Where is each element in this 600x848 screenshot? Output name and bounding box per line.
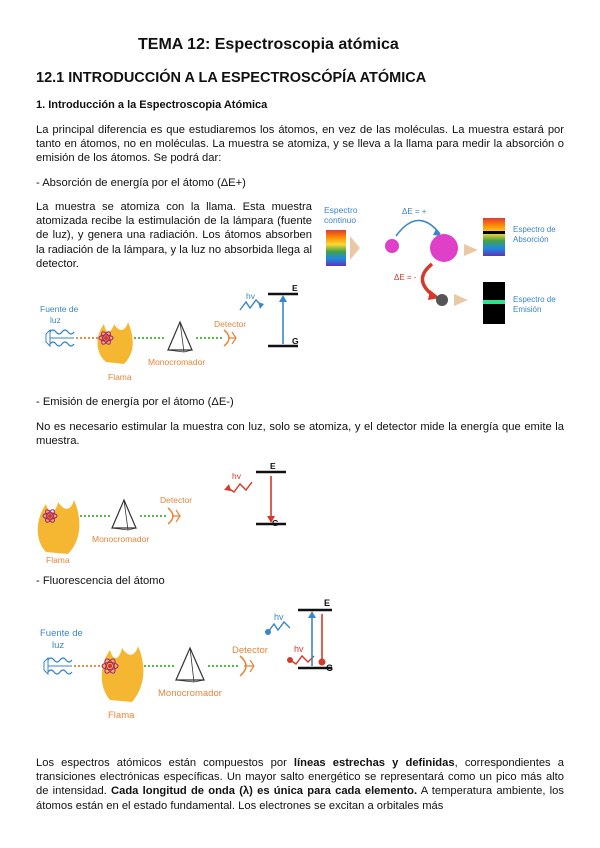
hv-label: hv: [232, 471, 241, 481]
ground-level-label: G: [326, 663, 334, 673]
monochromator-label: Monocromador: [158, 688, 222, 699]
photon-dot-icon: [287, 657, 293, 663]
emission-bullet: - Emisión de energía por el átomo (ΔE-): [36, 396, 234, 408]
flame-label: Flama: [46, 555, 70, 565]
absorption-bullet: - Absorción de energía por el átomo (ΔE+): [36, 177, 246, 189]
light-source-label-2: luz: [50, 315, 61, 325]
detector-icon: [224, 330, 236, 346]
detector-label: Detector: [214, 319, 247, 329]
section-heading: 12.1 INTRODUCCIÓN A LA ESPECTROSCÓPÍA ATÓMICA: [36, 70, 427, 86]
detector-icon: [240, 656, 254, 676]
arrow-right-icon: [454, 294, 468, 306]
excited-level-label: E: [270, 461, 276, 471]
emission-spectrum-label-2: Emisión: [513, 305, 542, 314]
hv-label: hv: [246, 291, 255, 301]
emitted-hv-label: hv: [294, 644, 304, 654]
light-source-label-1: Fuente de: [40, 304, 79, 314]
absorbed-hv-label: hv: [274, 612, 284, 622]
lamp-icon: [44, 658, 72, 674]
absorption-spectrum-label-1: Espectro de: [513, 225, 556, 234]
spectra-diagram: [320, 198, 570, 338]
page-title: TEMA 12: Espectroscopia atómica: [138, 36, 399, 53]
closing-paragraph: [36, 756, 564, 813]
electron-dot-icon: [319, 659, 326, 666]
monochromator-icon: [168, 322, 192, 352]
continuous-spectrum-swatch: [326, 230, 346, 266]
absorption-spectrum-swatch: [483, 218, 505, 256]
light-source-label-2: luz: [52, 640, 65, 651]
arrowhead-icon: [279, 295, 287, 302]
arrowhead-icon: [224, 484, 231, 491]
arrowhead-icon: [308, 611, 316, 618]
delta-e-plus-label: ΔE = +: [402, 207, 427, 216]
closing-text-3: A temperatura ambiente, los átomos están en el estado fundamental. Los electrones se excitan a orbitales más: [36, 785, 564, 812]
monochromator-icon: [176, 648, 204, 682]
photon-wave: [228, 482, 252, 492]
absorption-apparatus-diagram: [36, 282, 306, 382]
absorption-paragraph: La muestra se atomiza con la llama. Esta muestra atomizada recibe la estimulación de la lámpara (fuente de luz), y genera una radiación. Los átomos absorben la radiación de la lámpara, y la luz no absorbida llega al detector.: [36, 201, 312, 270]
intro-paragraph: La principal diferencia es que estudiaremos los átomos, en vez de las moléculas. La muestra estará por tanto en átomos, no en moléculas. La muestra se atomiza, y se lleva a la llama para medir la absorción o emisión de los átomos. Se podrá dar:: [36, 124, 564, 165]
emission-spectrum-label-1: Espectro de: [513, 295, 556, 304]
closing-text-2: , correspondientes a transiciones electrónicas específicas. Un mayor salto energético se representará como un pico más alto de intensidad.: [36, 757, 564, 798]
absorption-arrow: [396, 220, 440, 236]
monochromator-label: Monocromador: [92, 534, 150, 544]
fluorescence-bullet: - Fluorescencia del átomo: [36, 575, 165, 587]
ground-atom-icon: [385, 239, 399, 253]
fluorescence-apparatus-diagram: [36, 596, 336, 726]
photon-wave: [240, 300, 262, 310]
relaxed-atom-icon: [436, 294, 448, 306]
monochromator-label: Monocromador: [148, 357, 206, 367]
excited-level-label: E: [292, 283, 298, 293]
emitted-photon-wave: [290, 656, 314, 664]
arrowhead-icon: [258, 302, 264, 309]
light-source-label-1: Fuente de: [40, 628, 83, 639]
closing-bold-2: Cada longitud de onda (λ) es única para cada elemento.: [111, 785, 418, 798]
emission-line: [483, 300, 505, 304]
emission-arrow: [422, 264, 434, 296]
flame-icon: [98, 322, 133, 364]
closing-bold-1: líneas estrechas y definidas: [293, 757, 455, 769]
lamp-icon: [46, 330, 74, 346]
closing-text-1: Los espectros atómicos están compuestos por: [36, 757, 294, 769]
subsection-heading: 1. Introducción a la Espectroscopia Atómica: [36, 99, 268, 111]
incident-photon-wave: [268, 622, 290, 632]
photon-dot-icon: [265, 629, 271, 635]
ground-level-label: G: [272, 518, 279, 528]
ground-level-label: G: [292, 336, 299, 346]
excited-atom-icon: [430, 234, 458, 262]
monochromator-icon: [112, 500, 136, 530]
absorption-line: [483, 231, 505, 234]
flame-label: Flama: [108, 372, 132, 382]
flame-icon: [102, 646, 144, 702]
emission-apparatus-diagram: [36, 460, 296, 570]
detector-label: Detector: [160, 495, 193, 505]
detector-icon: [168, 508, 180, 524]
arrow-right-icon: [464, 244, 478, 256]
delta-e-minus-label: ΔE = -: [394, 273, 417, 282]
emission-paragraph: No es necesario estimular la muestra con luz, solo se atomiza, y el detector mide la energía que emite la muestra.: [36, 421, 564, 448]
flame-icon: [38, 500, 80, 554]
continuous-spectrum-label-1: Espectro: [324, 205, 358, 215]
continuous-spectrum-label-2: continuo: [324, 215, 357, 225]
detector-label: Detector: [232, 645, 268, 656]
excited-level-label: E: [324, 598, 331, 608]
arrow-right-icon: [350, 236, 360, 260]
flame-label: Flama: [108, 710, 135, 721]
absorption-spectrum-label-2: Absorción: [513, 235, 549, 244]
